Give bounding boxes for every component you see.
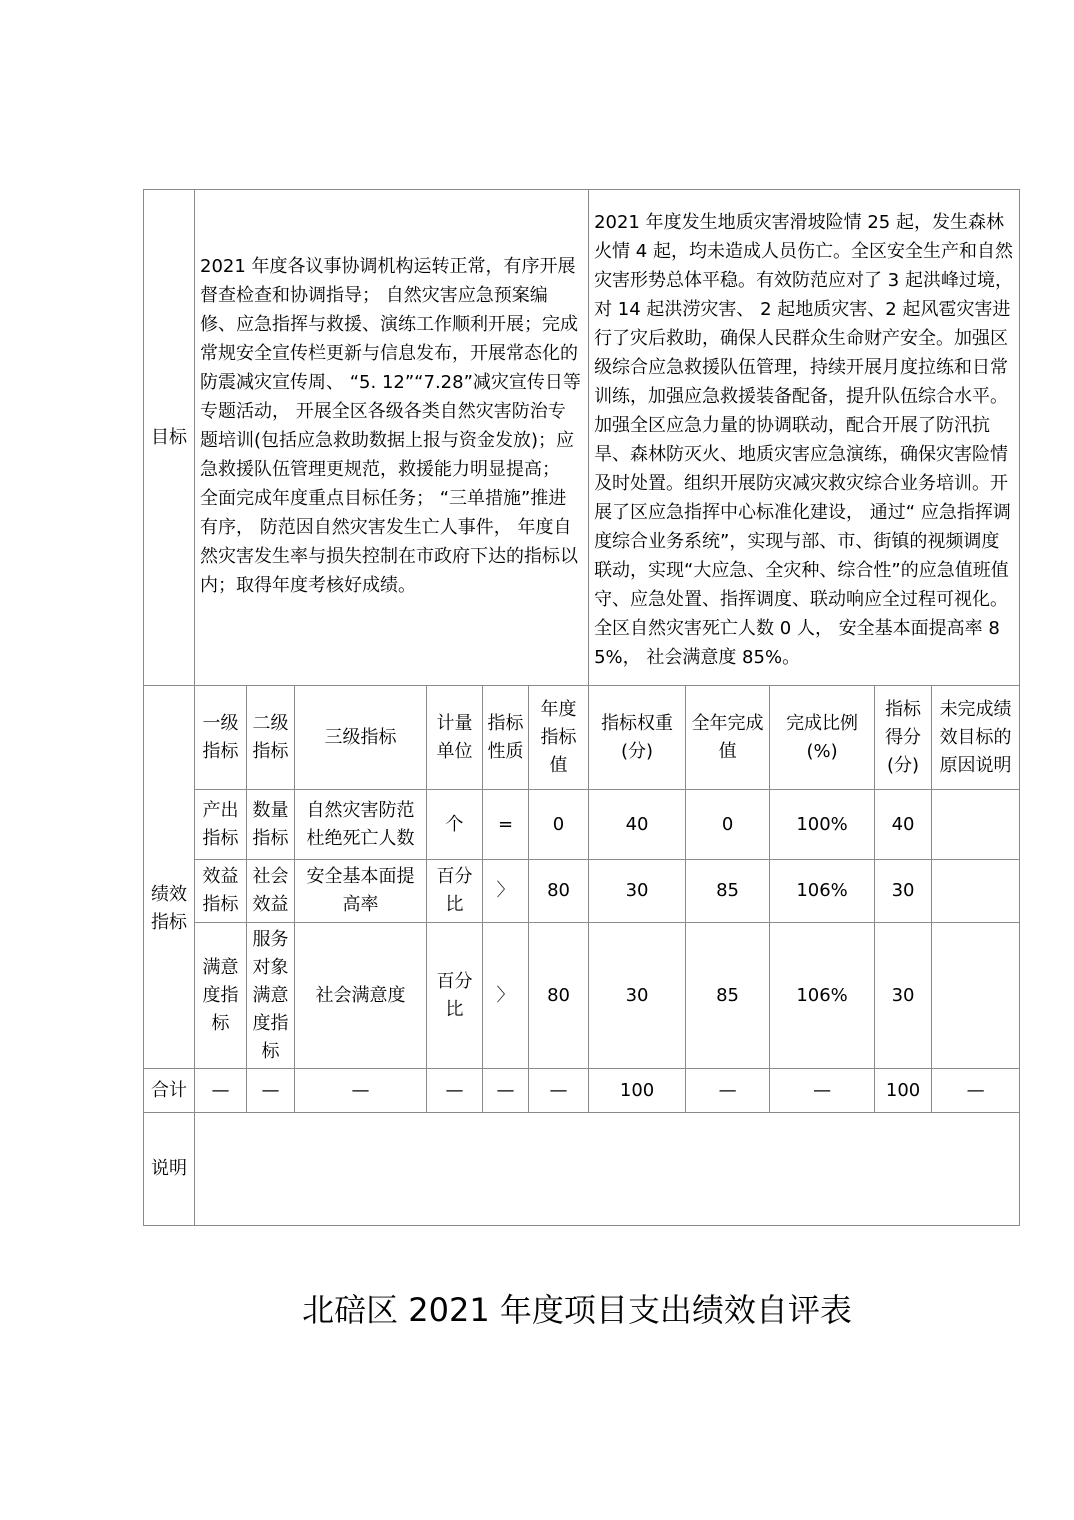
row3-l2: 服务对象满意度指标 [247,923,295,1069]
row3-score: 30 [875,923,932,1069]
goal-label: 目标 [144,190,195,686]
row1-nature: = [483,790,529,860]
table-row [144,923,1020,1069]
row3-l3: 社会满意度 [295,923,427,1069]
total-weight: 100 [589,1069,686,1113]
row2-l1: 效益指标 [195,860,247,923]
header-row [144,686,1020,790]
total-score: 100 [875,1069,932,1113]
goal-actual-cell [589,190,1020,686]
row3-unit: 百分比 [427,923,483,1069]
total-dash: — [686,1069,770,1113]
goal-planned-cell [195,190,589,686]
header-l1: 一级指标 [195,686,247,790]
total-label: 合计 [144,1069,195,1113]
header-nature: 指标性质 [483,686,529,790]
goal-row [144,190,1020,686]
header-reason: 未完成绩效目标的原因说明 [932,686,1020,790]
row3-ratio: 106% [770,923,875,1069]
row1-reason [932,790,1020,860]
total-dash: — [529,1069,589,1113]
total-dash: — [195,1069,247,1113]
total-row [144,1069,1020,1113]
row2-weight: 30 [589,860,686,923]
table-row [144,790,1020,860]
row3-actual: 85 [686,923,770,1069]
row1-score: 40 [875,790,932,860]
row1-actual: 0 [686,790,770,860]
row1-l3: 自然灾害防范杜绝死亡人数 [295,790,427,860]
total-dash: — [247,1069,295,1113]
row2-actual: 85 [686,860,770,923]
row3-target: 80 [529,923,589,1069]
note-row [144,1113,1020,1226]
row1-l2: 数量指标 [247,790,295,860]
note-content [195,1113,1020,1226]
row2-unit: 百分比 [427,860,483,923]
row1-target: 0 [529,790,589,860]
header-actual: 全年完成值 [686,686,770,790]
header-l2: 二级指标 [247,686,295,790]
note-label: 说明 [144,1113,195,1226]
row2-l3: 安全基本面提高率 [295,860,427,923]
header-target: 年度指标值 [529,686,589,790]
row2-score: 30 [875,860,932,923]
header-ratio: 完成比例(%) [770,686,875,790]
row3-l1: 满意度指标 [195,923,247,1069]
row2-l2: 社会效益 [247,860,295,923]
perf-label: 绩效指标 [144,686,195,1069]
row1-l1: 产出指标 [195,790,247,860]
row1-unit: 个 [427,790,483,860]
header-unit: 计量单位 [427,686,483,790]
row2-nature: 〉 [483,860,529,923]
goal-actual-text: 2021 年度发生地质灾害滑坡险情 25 起，发生森林火情 4 起，均未造成人员伤亡。全区安全生产和自然灾害形势总体平稳。有效防范应对了 3 起洪峰过境，对 14 起洪涝灾害、 2 起地质灾害、2 起风雹灾害进行了灾后救助，确保人民群众生命财产安全。加强区级综合应急救援队伍管理，持续开展月度拉练和日常训练，加强应急救援装备配备，提升队伍综合水平。加强全区应急力量的协调联动，配合开展了防汛抗旱、森林防灭火、地质灾害应急演练，确保灾害险情及时处置。组织开展防灾减灾救灾综合业务培训。开展了区应急指挥中心标准化建设， 通过“ 应急指挥调度综合业务系统”，实现与部、市、街镇的视频调度联动，实现“大应急、全灾种、综合性”的应急值班值守、应急处置、指挥调度、联动响应全过程可视化。全区自然灾害死亡人数 0 人， 安全基本面提高率 85%， 社会满意度 85%。 [594,211,1013,668]
header-l3: 三级指标 [295,686,427,790]
total-dash: — [932,1069,1020,1113]
row3-reason [932,923,1020,1069]
page-title: 北碚区 2021 年度项目支出绩效自评表 [302,1291,852,1329]
row3-nature: 〉 [483,923,529,1069]
row2-reason [932,860,1020,923]
total-dash: — [770,1069,875,1113]
row1-weight: 40 [589,790,686,860]
total-dash: — [295,1069,427,1113]
goal-planned-text: 2021 年度各议事协调机构运转正常，有序开展督查检查和协调指导； 自然灾害应急预案编修、应急指挥与救援、演练工作顺利开展；完成常规安全宣传栏更新与信息发布，开展常态化的防震减灾宣传周、 “5. 12”“7.28”减灾宣传日等专题活动， 开展全区各级各类自然灾害防治专题培训(包括应急救助数据上报与资金发放)；应急救援队伍管理更规范，救援能力明显提高； 全面完成年度重点目标任务； “三单措施”推进有序， 防范因自然灾害发生亡人事件， 年度自然灾害发生率与损失控制在市政府下达的指标以内；取得年度考核好成绩。 [200,256,581,596]
row2-ratio: 106% [770,860,875,923]
total-dash: — [483,1069,529,1113]
table-row [144,860,1020,923]
row1-ratio: 100% [770,790,875,860]
header-score: 指标得分(分) [875,686,932,790]
performance-table [143,189,1020,1226]
total-dash: — [427,1069,483,1113]
row2-target: 80 [529,860,589,923]
row3-weight: 30 [589,923,686,1069]
header-weight: 指标权重(分) [589,686,686,790]
